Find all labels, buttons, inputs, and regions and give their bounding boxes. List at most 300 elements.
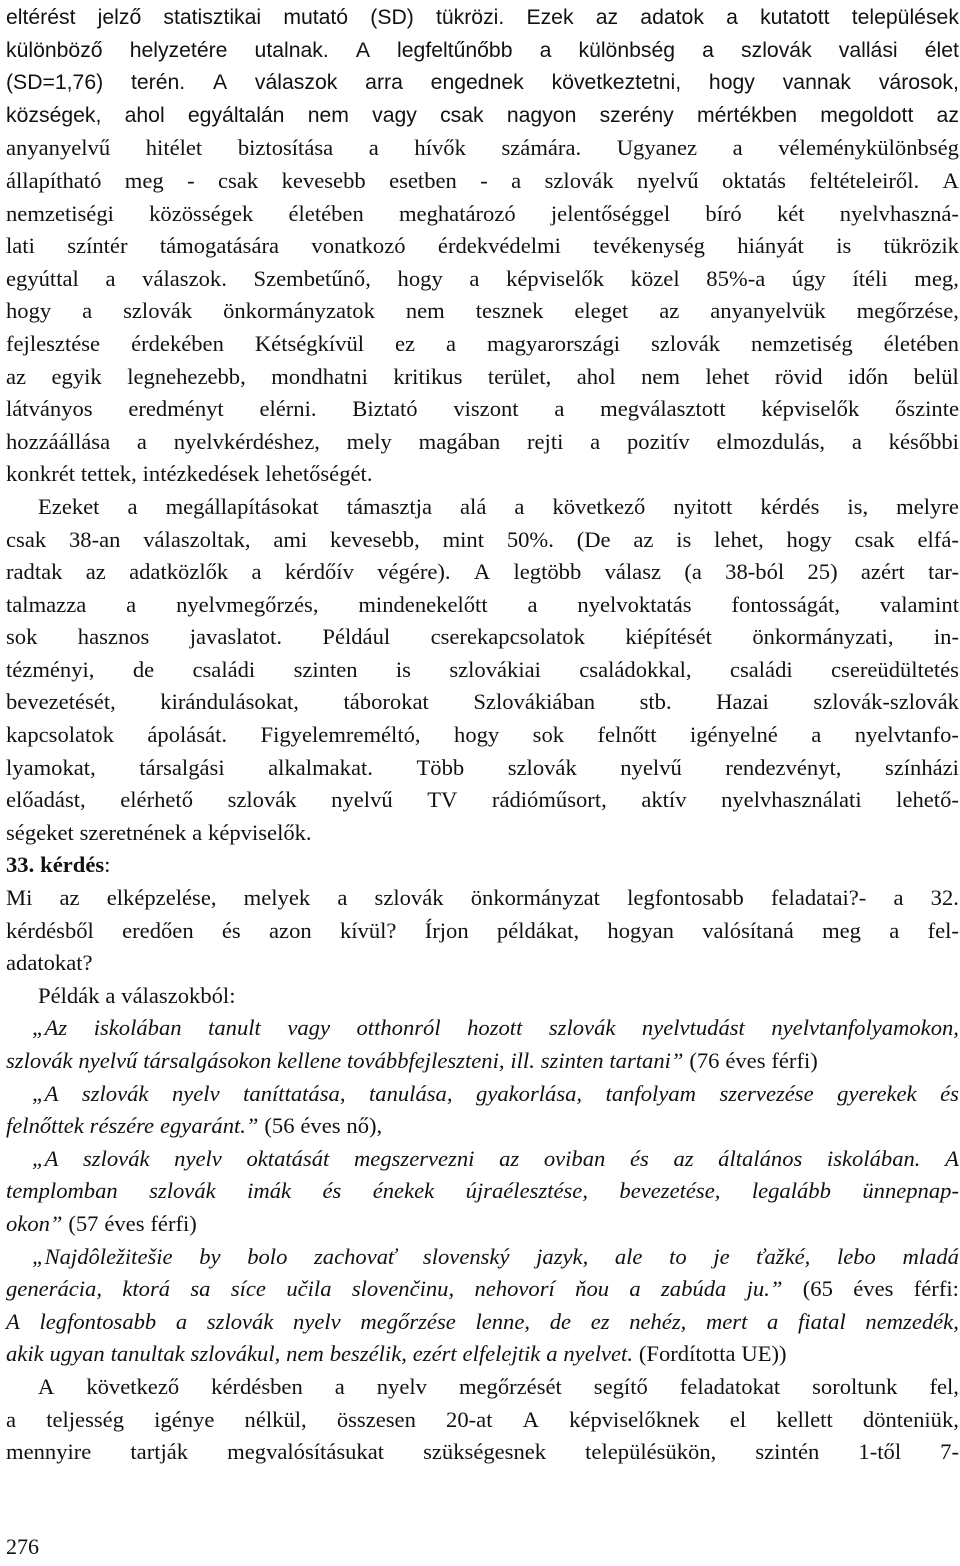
word: síce (230, 1276, 266, 1302)
word: megoldott (820, 103, 914, 127)
word: eltérést (6, 6, 76, 29)
word: legtöbb (513, 559, 582, 585)
word: imák (247, 1178, 292, 1204)
word: 38-an (68, 526, 121, 552)
word: viszont (453, 396, 519, 422)
word: megválasztott (600, 396, 726, 422)
text-line (6, 947, 959, 980)
document-page (6, 2, 959, 1469)
word: települések (851, 6, 959, 29)
word: Ezeket (38, 493, 100, 519)
word: kutatott (760, 6, 830, 29)
word: szinten (540, 1048, 604, 1073)
text-line (6, 1175, 959, 1208)
word: taníttatása, (243, 1080, 346, 1106)
word: nyelvhaszná- (839, 200, 959, 226)
word: nemzetiségi (6, 200, 114, 226)
word: kritikus (393, 363, 463, 389)
word: családi (192, 656, 256, 682)
word: a (546, 1341, 558, 1367)
word: (SD) (370, 6, 414, 29)
word: általános (718, 1145, 803, 1171)
word: ale (614, 1243, 643, 1269)
word: „A (32, 1080, 59, 1106)
word: bíró (705, 200, 742, 226)
word: nehovorí (474, 1276, 555, 1302)
word: két (776, 200, 805, 226)
word: végére). (377, 559, 451, 585)
word: is (395, 656, 411, 682)
word: eredően (122, 917, 194, 943)
word: radtak (6, 559, 63, 585)
text-line (6, 1273, 959, 1306)
word: különbség (578, 38, 676, 62)
word: egyik (51, 363, 102, 389)
word: az (6, 363, 27, 389)
word: 32. (930, 885, 959, 911)
word: tanulása, (369, 1080, 453, 1106)
word: elfá- (917, 526, 959, 552)
word: is (836, 233, 852, 259)
word: pozitív (626, 428, 690, 454)
word: nemzedék, (865, 1308, 959, 1334)
word: a (469, 265, 480, 291)
word: válasz (604, 559, 662, 585)
word: 85%-a (706, 265, 766, 291)
word: igénye (154, 1406, 215, 1432)
word: nyelvű (620, 754, 682, 780)
word: ez (590, 1308, 610, 1334)
word: hiányát (737, 233, 804, 259)
word: azon (269, 917, 312, 943)
word: konkrét (6, 461, 76, 487)
word: szlovák (507, 754, 577, 780)
word: megszervezni (353, 1145, 475, 1171)
word: látványos (6, 396, 93, 422)
word: hogyan (607, 917, 674, 943)
word: valósítaná (702, 917, 794, 943)
text-line (6, 1338, 959, 1371)
word: tartják (130, 1439, 189, 1465)
word: a (136, 428, 147, 454)
text-line (6, 328, 959, 361)
word: a (105, 982, 116, 1008)
word: A (945, 1145, 959, 1171)
word: meg (124, 167, 164, 193)
word: nem (641, 363, 680, 389)
word: megvalósításukat (227, 1439, 385, 1465)
word: a (251, 559, 262, 585)
word: válaszokból: (121, 982, 236, 1008)
word: rejti (526, 428, 564, 454)
word: biztosítása (237, 135, 334, 161)
word: de (549, 1308, 572, 1334)
word: kirándulásokat, (160, 689, 299, 715)
word: Szlovákiában (473, 689, 596, 715)
word: Szembetűnő, (253, 265, 371, 291)
word: szlovák (227, 787, 297, 813)
text-line (6, 1436, 959, 1469)
word: az (59, 885, 80, 911)
word: „Az (32, 1015, 68, 1041)
text-line (6, 686, 959, 719)
text-line (6, 752, 959, 785)
word: templomban (6, 1178, 118, 1204)
word: fiatal (798, 1308, 846, 1334)
word: községek, (6, 103, 102, 127)
word: összesen (336, 1406, 416, 1432)
word: következő (552, 493, 646, 519)
word: dönteniük, (862, 1406, 959, 1432)
word: Hazai (716, 689, 769, 715)
word: UE)) (741, 1341, 787, 1367)
word: ťažké, (756, 1243, 811, 1269)
word: kérdésből (6, 917, 94, 943)
word: gyerekek (837, 1080, 917, 1106)
word: elfelejtik (462, 1341, 541, 1367)
word: Több (416, 754, 465, 780)
word: hogy (454, 722, 500, 748)
word: szlovák (374, 885, 444, 911)
text-line (6, 882, 959, 915)
text-line (6, 1208, 959, 1241)
word: következő (86, 1373, 180, 1399)
word: iskolában (93, 1015, 182, 1041)
word: vallási (838, 38, 898, 62)
word: a (511, 167, 522, 193)
word: szervezése (719, 1080, 814, 1106)
word: lyamokat, (6, 754, 96, 780)
word: a (126, 591, 137, 617)
word: szlovák (544, 167, 614, 193)
word: nyelvkérdéshez, (173, 428, 320, 454)
word: is (676, 526, 692, 552)
word: életében (288, 200, 364, 226)
word: sa (190, 1276, 211, 1302)
word: mladá (902, 1243, 959, 1269)
word: kérdőív (284, 559, 354, 585)
text-line (6, 361, 959, 394)
word: nő), (346, 1113, 383, 1139)
text-line (6, 67, 959, 100)
word: mondhatni (271, 363, 368, 389)
word: (65 (802, 1276, 833, 1302)
word: megőrzését (458, 1373, 562, 1399)
word: beszélik, (329, 1341, 407, 1367)
word: férfi) (150, 1210, 197, 1236)
word: adatok (640, 6, 704, 29)
word: kiépítését (625, 624, 712, 650)
word: csak (440, 103, 484, 127)
word: a (368, 135, 379, 161)
word: alá (460, 493, 487, 519)
word: szlovák (6, 1048, 73, 1073)
word: hasznos (77, 624, 150, 650)
word: ahol (576, 363, 616, 389)
word: szlovák (548, 1015, 616, 1041)
word: teljesség (46, 1406, 124, 1432)
text-line (6, 1078, 959, 1111)
word: érdekvédelmi (437, 233, 561, 259)
page-number: 276 (6, 1534, 39, 1559)
word: lati (6, 233, 35, 259)
word: családokkal, (579, 656, 692, 682)
word: (De (576, 526, 611, 552)
word: oktatását (246, 1145, 330, 1171)
word: jelző (97, 6, 142, 29)
word: fel, (929, 1373, 959, 1399)
word: nyelvű (637, 167, 699, 193)
word: helyzetére (129, 38, 228, 62)
text-line (6, 849, 959, 882)
word: képviselők (761, 396, 860, 422)
word: hogy (6, 298, 52, 324)
word: valamint (879, 591, 959, 617)
word: hogy (397, 265, 443, 291)
word: egyaránt.” (159, 1113, 259, 1139)
word: szlovákul, (190, 1341, 281, 1367)
text-line (6, 491, 959, 524)
text-line (6, 100, 959, 133)
word: nélkül, (244, 1406, 307, 1432)
word: a (629, 1276, 641, 1302)
word: is, (847, 493, 869, 519)
word: színtér (67, 233, 128, 259)
word: kevesebb, (330, 526, 420, 552)
word: ahol (124, 103, 165, 127)
word: ju.” (746, 1276, 783, 1302)
word: ségeket (6, 819, 74, 845)
word: tettek, (80, 461, 137, 487)
word: A (473, 559, 491, 585)
word: fejlesztése (6, 330, 101, 356)
word: je (713, 1243, 730, 1269)
word: otthonról (356, 1015, 441, 1041)
word: nyelvoktatás (577, 591, 692, 617)
text-line (6, 198, 959, 231)
word: vagy (372, 103, 417, 127)
word: a (105, 265, 116, 291)
word: nyelvű (78, 1048, 138, 1073)
word: nyelvhasználati (721, 787, 862, 813)
word: tanult (208, 1015, 261, 1041)
text-line (6, 556, 959, 589)
word: nehéz, (629, 1308, 687, 1334)
word: gyakorlása, (476, 1080, 583, 1106)
word: a (82, 298, 93, 324)
word: közel (630, 265, 680, 291)
word: 25) (807, 559, 838, 585)
word: stb. (639, 689, 672, 715)
word: településükön, (585, 1439, 717, 1465)
word: legfontosabb (39, 1308, 157, 1334)
word: nyelv (293, 1308, 341, 1334)
word: ami (273, 526, 308, 552)
word: mert (705, 1308, 748, 1334)
word: tézményi, (6, 656, 95, 682)
word: a (334, 1373, 345, 1399)
word: kérdés (760, 493, 820, 519)
word: cserekapcsolatok (430, 624, 585, 650)
word: nem (286, 1341, 324, 1367)
word: élet (924, 38, 959, 62)
word: különböző (6, 38, 103, 62)
word: bevezetését, (6, 689, 116, 715)
word: ítéli (852, 265, 888, 291)
word: véleménykülönbség (778, 135, 959, 161)
word: by (199, 1243, 221, 1269)
word: talmazza (6, 591, 87, 617)
word: városok, (878, 71, 959, 95)
word: - (480, 167, 488, 193)
word: elmozdulás, (716, 428, 826, 454)
word: eredményt (128, 396, 224, 422)
word: rádióműsort, (491, 787, 607, 813)
word: legfontosabb (627, 885, 744, 911)
word: mint (442, 526, 484, 552)
word: adatközlők (129, 559, 229, 585)
word: szlovák (741, 38, 812, 62)
text-line (6, 458, 959, 491)
word: mennyire (6, 1439, 92, 1465)
text-line (6, 589, 959, 622)
word: 38-ból (725, 559, 785, 585)
word: és (629, 1145, 649, 1171)
word: ugyan (49, 1341, 105, 1367)
word: Mi (6, 885, 33, 911)
word: tükrözi. (435, 6, 505, 29)
word: vagy (287, 1015, 330, 1041)
word: és (322, 1178, 342, 1204)
word: szlovák-szlovák (813, 689, 959, 715)
text-line (6, 35, 959, 68)
word: okon” (6, 1210, 63, 1236)
word: nemzetiség (751, 330, 853, 356)
text-line (6, 719, 959, 752)
word: lehető- (896, 787, 959, 813)
word: Biztató (352, 396, 418, 422)
word: tartani” (609, 1048, 684, 1073)
word: lenne, (475, 1308, 531, 1334)
word: táborokat (343, 689, 429, 715)
word: javaslatot. (189, 624, 282, 650)
word: a (732, 135, 743, 161)
word: férfi) (771, 1048, 818, 1073)
word: tükrözik (883, 233, 959, 259)
word: feladatai?- (771, 885, 867, 911)
word: ünnepnap- (862, 1178, 959, 1204)
word: nyitott (673, 493, 733, 519)
word: az (85, 559, 106, 585)
word: (SD=1,76) (6, 71, 104, 95)
word: 50%. (506, 526, 554, 552)
word: rendezvényt, (725, 754, 842, 780)
word: eleget (574, 298, 629, 324)
word: következtetni, (551, 71, 682, 95)
word: to (669, 1243, 687, 1269)
word: intézkedések (142, 461, 260, 487)
bold-word: kérdés (40, 852, 105, 878)
word: Kétségkívül (254, 330, 365, 356)
word: szlovák (81, 1080, 149, 1106)
word: szlovák (83, 1145, 150, 1171)
word: - (187, 167, 195, 193)
word: tar- (928, 559, 959, 585)
word: nyelv (171, 1080, 220, 1106)
word: képviselőknek (569, 1406, 700, 1432)
word: oviban (543, 1145, 606, 1171)
word: tanultak (110, 1341, 185, 1367)
word: szükségesnek (423, 1439, 547, 1465)
word: felnőtt (597, 722, 657, 748)
text-line (6, 393, 959, 426)
word: a (851, 428, 862, 454)
word: jelentőséggel (550, 200, 671, 226)
word: belül (913, 363, 959, 389)
word: segítő (593, 1373, 648, 1399)
word: a (811, 722, 822, 748)
word: hitélet (145, 135, 203, 161)
word: a (893, 885, 904, 911)
word: egyáltalán (187, 103, 285, 127)
word: 20-at (446, 1406, 493, 1432)
word: társalgásokon (143, 1048, 272, 1073)
word: az (633, 526, 654, 552)
word: megőrzése, (856, 298, 959, 324)
word: A (38, 1373, 55, 1399)
text-line (6, 1404, 959, 1437)
word: bevezetése, (619, 1178, 721, 1204)
word: oktatás (721, 167, 786, 193)
word: utalnak. (254, 38, 329, 62)
word: feladatokat (679, 1373, 781, 1399)
word: továbbfejleszteni, (347, 1048, 505, 1073)
word: a (6, 1406, 17, 1432)
word: kérdésben (211, 1373, 303, 1399)
word: színházi (884, 754, 959, 780)
word: a (889, 917, 900, 943)
word: az (936, 103, 959, 127)
word: Ugyanez (616, 135, 698, 161)
word: a (127, 493, 138, 519)
word: statisztikai (163, 6, 262, 29)
word: példákat, (496, 917, 580, 943)
word: ezért (412, 1341, 457, 1367)
word: felnőttek (6, 1113, 84, 1139)
text-line (6, 980, 959, 1013)
word: akik (6, 1341, 44, 1367)
word: a (527, 591, 538, 617)
word: tevékenység (593, 233, 705, 259)
word: kellett (776, 1406, 833, 1432)
word: A (212, 71, 228, 95)
word: anyanyelvű (6, 135, 111, 161)
word: terület, (487, 363, 552, 389)
word: slovenčinu, (351, 1276, 455, 1302)
word: énekek (372, 1178, 435, 1204)
word: családi (729, 656, 793, 682)
word: részére (89, 1113, 155, 1139)
word: képviselők (506, 265, 604, 291)
word: Például (322, 624, 391, 650)
word: ez (395, 330, 416, 356)
word: nyelvmegőrzés, (176, 591, 319, 617)
word: azért (860, 559, 905, 585)
word: szlovák (651, 330, 721, 356)
word: nyelvtudást (641, 1015, 745, 1041)
word: engednek (430, 71, 524, 95)
word: megállapításokat (165, 493, 319, 519)
